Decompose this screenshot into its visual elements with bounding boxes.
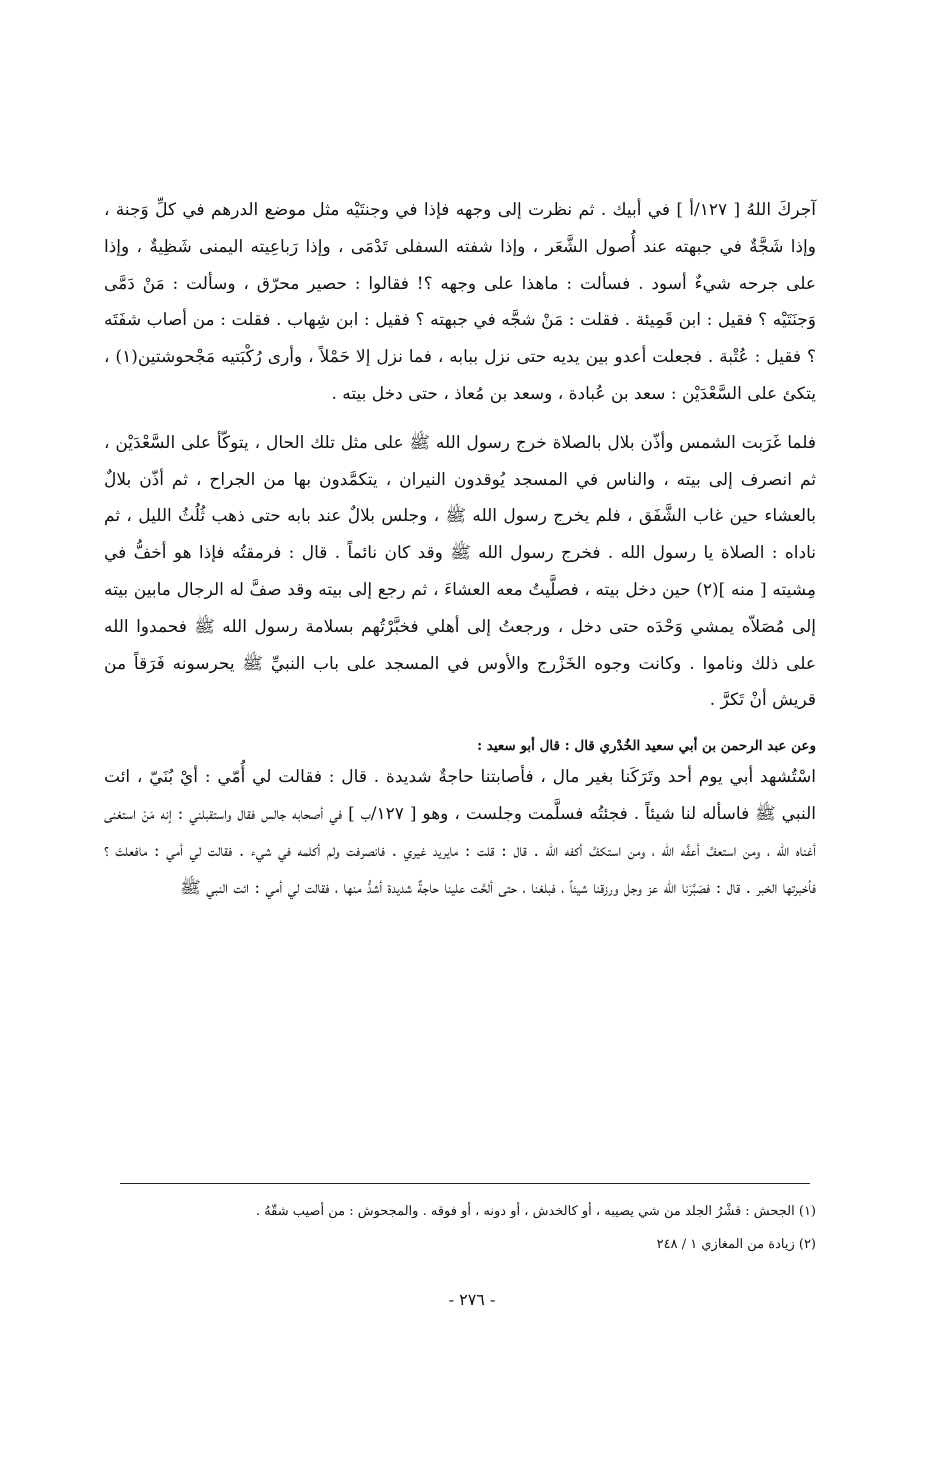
paragraph-1: آجركَ اللهُ [ ١٢٧/أ ] في أبيك . ثم نظرت إلى وجهه فإذا في وجنتَيْه مثل موضع الدرهم في كلِّ وَجنة ، وإذا شَجَّةٌ في جبهته عند أُصول الشَّعَر ، وإذا شفته السفلى تَدْمَى ، وإذا رَباعِيته اليمنى شَظِيةٌ ، وإذا على جرحه شيءٌ أسود . فسألت : ماهذا على وجهه ؟! فقالوا : حصير محرّق ، وسألت : مَنْ دَمَّى وَجنَتَيْه ؟ فقيل : ابن قَمِيئة . فقلت : مَنْ شجَّه في جبهته ؟ فقيل : ابن شِهاب . فقلت : من أصاب شفَتَه ؟ فقيل : عُتْبة . فجعلت أعدو بين يديه حتى نزل ببابه ، فما نزل إلا حَمْلاً ، وأرى رُكْبَتيه مَجْحوشتين(١) ، يتكئ على السَّعْدَيْن : سعد بن عُبادة ، وسعد بن مُعاذ ، حتى دخل بيته . [104,200,816,404]
page-body [104,192,816,906]
page-number: - ٢٧٦ - [448,1290,496,1309]
paragraph-2: فلما غَرَبت الشمس وأذّن بلال بالصلاة خرج رسول الله ﷺ على مثل تلك الحال ، يتوكّأ على السَّعْدَيْن ، ثم انصرف إلى بيته ، والناس في المسجد يُوقدون النيران ، يتكمَّدون بها من الجراح ، ثم أذّن بلالٌ بالعشاء حين غاب الشَّفَق ، فلم يخرج رسول الله ﷺ ، وجلس بلالٌ عند بابه حتى ذهب ثُلُثُ الليل ، ثم ناداه : الصلاة يا رسول الله . فخرج رسول الله ﷺ وقد كان نائماً . قال : فرمقتُه فإذا هو أخفُّ في مِشيته [ منه ](٢) حين دخل بيته ، فصلَّيتُ معه العشاءَ ، ثم رجع إلى بيته وقد صفَّ له الرجال مابين بيته إلى مُصَلاّه يمشي وَحْدَه حتى دخل ، ورجعتُ إلى أهلي فخبَّرْتُهم بسلامة رسول الله ﷺ فحمدوا الله على ذلك وناموا . وكانت وجوه الخَزْرج والأوس في المسجد على باب النبيِّ ﷺ يحرسونه فَرَقاً من قريش أنْ تَكرَّ . [104,432,817,711]
footnote-divider [120,1183,810,1184]
footnote-2: (٢) زيادة من المغازي ١ / ٢٤٨ [656,1237,816,1252]
footnotes [104,1195,816,1261]
footnote-1: (١) الجحش : قشْرُ الجلد من شي يصيبه ، أو كالخدش ، أو دونه ، أو فوقه . والمجحوش : من أصيب شقّهُ . [255,1204,816,1219]
section-subheading: وعن عبد الرحمن بن أبي سعيد الخُدْري قال : قال أبو سعيد : [477,738,816,755]
paragraph-3: اسْتُشهد أبي يوم أحد وتَرَكَنا بغير مال ، فأصابتنا حاجةٌ شديدة . قال : فقالت لي أُمّي : أيْ بُنَيّ ، ائت النبي ﷺ فاسأله لنا شيئاً . فجئتُه فسلَّمت وجلست ، وهو [ ١٢٧/ب ] في أصحابه جالس فقال واستقبلني : إنه مَنْ استغنى أغناه الله ، ومن استعفَّ أعفَّه الله ، ومن استكفَّ أكفه الله . قال : قلت : مايريد غيري . فانصرفت ولم أكلمه في شيء . فقالت لي أمي : مافعلتَ ؟ فأخبرتها الخبر . قال : فصَبَّرَنا الله عز وجل ورزقنا شيئاً ، فبلغنا ، حتى ألحَّت علينا حاجةٌ شديدة أشدُّ منها ، فقالت لي أمي : ائت النبي ﷺ [104,767,816,898]
